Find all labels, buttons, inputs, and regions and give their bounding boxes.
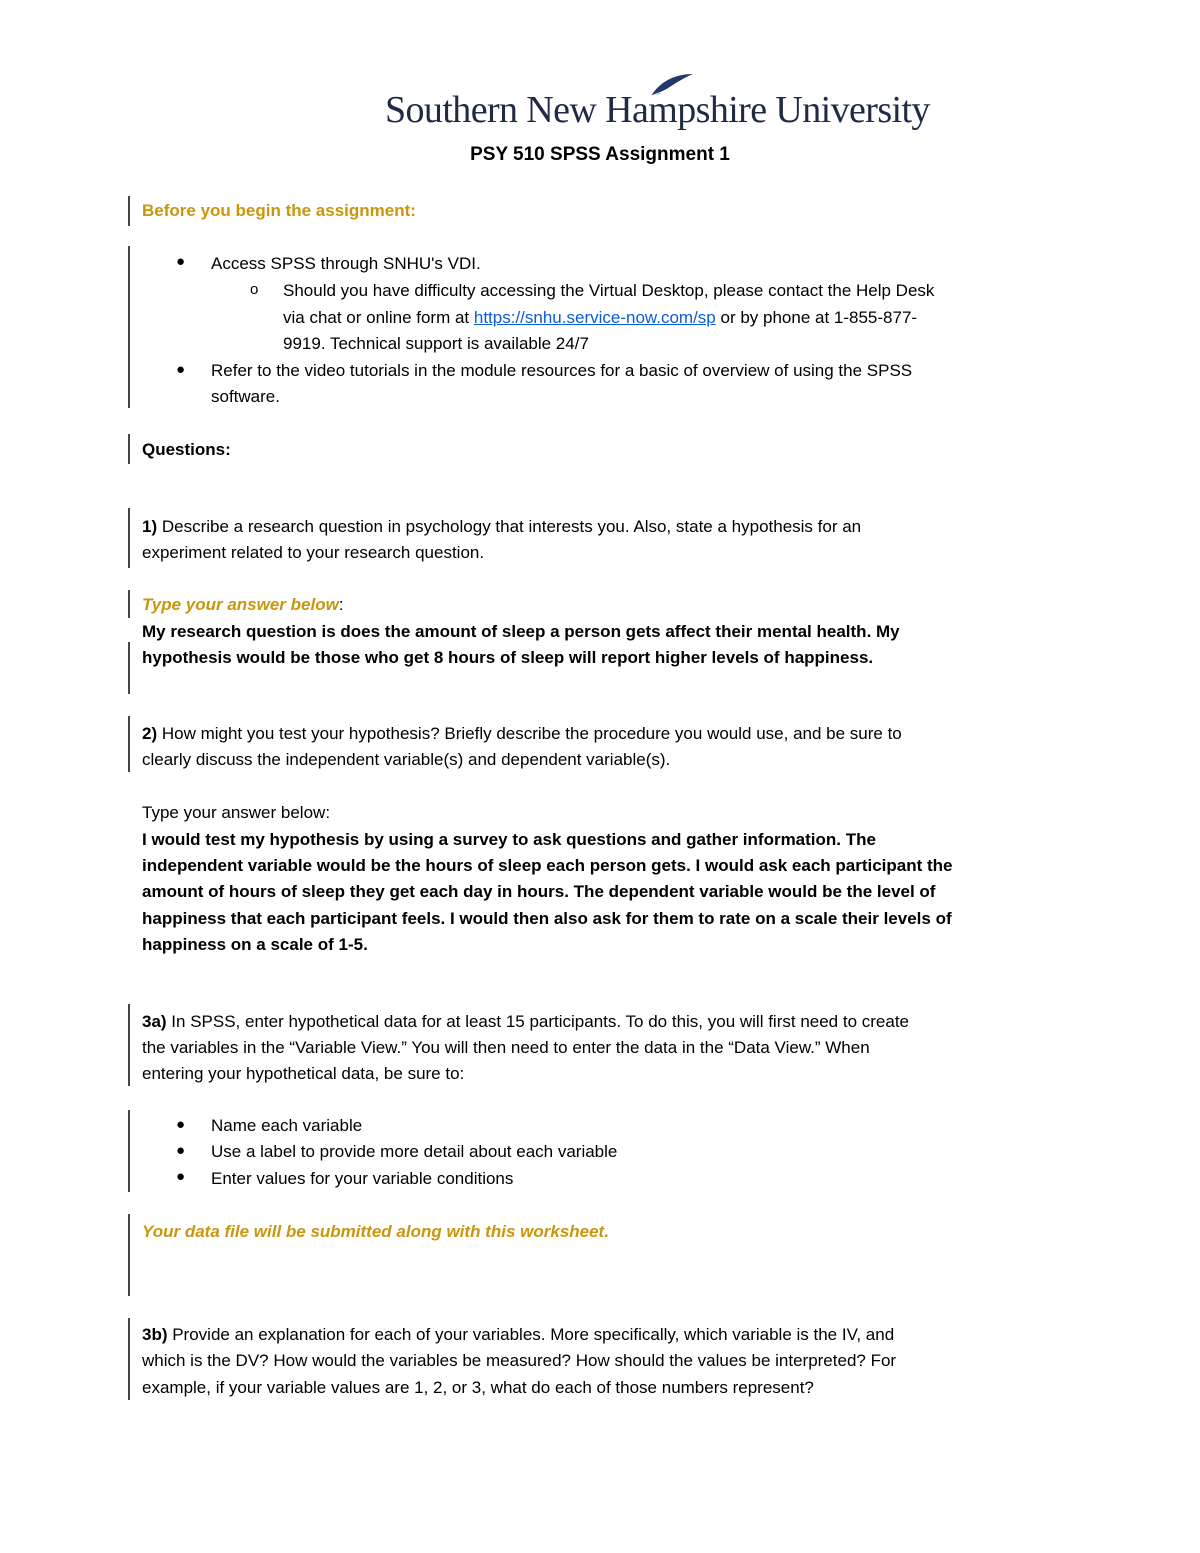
question-3b-cont: which is the DV? How would the variables be measured? How should the values be interpreted? For [142, 1351, 897, 1370]
question-3a [142, 1009, 909, 1036]
bullet-icon: ● [176, 1142, 186, 1159]
question-3b [142, 1322, 894, 1349]
list-item: Enter values for your variable conditions [211, 1169, 514, 1188]
change-bar [128, 1318, 130, 1400]
question-number: 3b) [142, 1325, 168, 1344]
bullet-icon: ● [176, 253, 186, 270]
question-text: Provide an explanation for each of your variables. More specifically, which variable is the IV, and [167, 1325, 895, 1344]
list-item: Should you have difficulty accessing the Virtual Desktop, please contact the Help Desk [283, 281, 935, 300]
change-bar [128, 1110, 130, 1192]
bullet-icon: ● [176, 1116, 186, 1133]
answer-2-cont: independent variable would be the hours of sleep each person gets. I would ask each participant the [142, 856, 953, 875]
document-title: PSY 510 SPSS Assignment 1 [470, 144, 730, 165]
answer-prompt-colon: : [338, 595, 344, 614]
list-item-text: or by phone at 1-855-877- [715, 308, 918, 327]
change-bar [128, 508, 130, 568]
before-heading: Before you begin the assignment: [142, 201, 416, 220]
answer-2-cont: happiness that each participant feels. I would then also ask for them to rate on a scale their levels of [142, 909, 952, 928]
question-3b-cont: example, if your variable values are 1, 2, or 3, what do each of those numbers represent? [142, 1378, 814, 1397]
question-3a-cont: the variables in the “Variable View.” You will then need to enter the data in the “Data View.” When [142, 1038, 870, 1057]
question-number: 1) [142, 517, 158, 536]
question-2-cont: clearly discuss the independent variable(s) and dependent variable(s). [142, 750, 671, 769]
list-item: Access SPSS through SNHU's VDI. [211, 254, 481, 273]
sub-bullet-icon: o [250, 281, 259, 298]
list-item: Use a label to provide more detail about each variable [211, 1142, 618, 1161]
question-2 [142, 721, 902, 748]
question-number: 2) [142, 724, 158, 743]
answer-prompt-text: Type your answer below [142, 595, 339, 614]
list-item [283, 305, 917, 332]
question-1 [142, 514, 861, 541]
answer-2-cont: happiness on a scale of 1-5. [142, 935, 368, 954]
answer-2-cont: amount of hours of sleep they get each day in hours. The dependent variable would be the level of [142, 882, 936, 901]
change-bar [128, 716, 130, 772]
answer-2: I would test my hypothesis by using a survey to ask questions and gather information. The [142, 830, 876, 849]
list-item: Refer to the video tutorials in the module resources for a basic of overview of using the SPSS [211, 361, 913, 380]
change-bar [128, 246, 130, 408]
question-text: Describe a research question in psychology that interests you. Also, state a hypothesis for an [157, 517, 862, 536]
question-text: In SPSS, enter hypothetical data for at least 15 participants. To do this, you will first need to create [166, 1012, 910, 1031]
list-item: software. [211, 387, 280, 406]
logo-wordmark: Southern New Hampshire University [385, 89, 930, 131]
question-1-cont: experiment related to your research question. [142, 543, 485, 562]
change-bar [128, 196, 130, 226]
data-file-note: Your data file will be submitted along with this worksheet. [142, 1222, 609, 1241]
list-item: Name each variable [211, 1116, 363, 1135]
answer-1-cont: hypothesis would be those who get 8 hours of sleep will report higher levels of happiness. [142, 648, 874, 667]
bullet-icon: ● [176, 1168, 186, 1185]
list-item: 9919. Technical support is available 24/7 [283, 334, 589, 353]
list-item-text: via chat or online form at [283, 308, 474, 327]
change-bar [128, 1004, 130, 1086]
change-bar [128, 590, 130, 618]
bullet-icon: ● [176, 361, 186, 378]
help-desk-link[interactable]: https://snhu.service-now.com/sp [473, 308, 716, 327]
change-bar [128, 642, 130, 694]
question-3a-cont: entering your hypothetical data, be sure to: [142, 1064, 465, 1083]
answer-1: My research question is does the amount of sleep a person gets affect their mental health. My [142, 622, 900, 641]
university-logo [385, 72, 930, 136]
questions-heading: Questions: [142, 440, 231, 459]
question-text: How might you test your hypothesis? Briefly describe the procedure you would use, and be sure to [157, 724, 902, 743]
answer-prompt [142, 592, 344, 619]
question-number: 3a) [142, 1012, 167, 1031]
change-bar [128, 1214, 130, 1296]
change-bar [128, 434, 130, 464]
answer-prompt: Type your answer below: [142, 803, 331, 822]
